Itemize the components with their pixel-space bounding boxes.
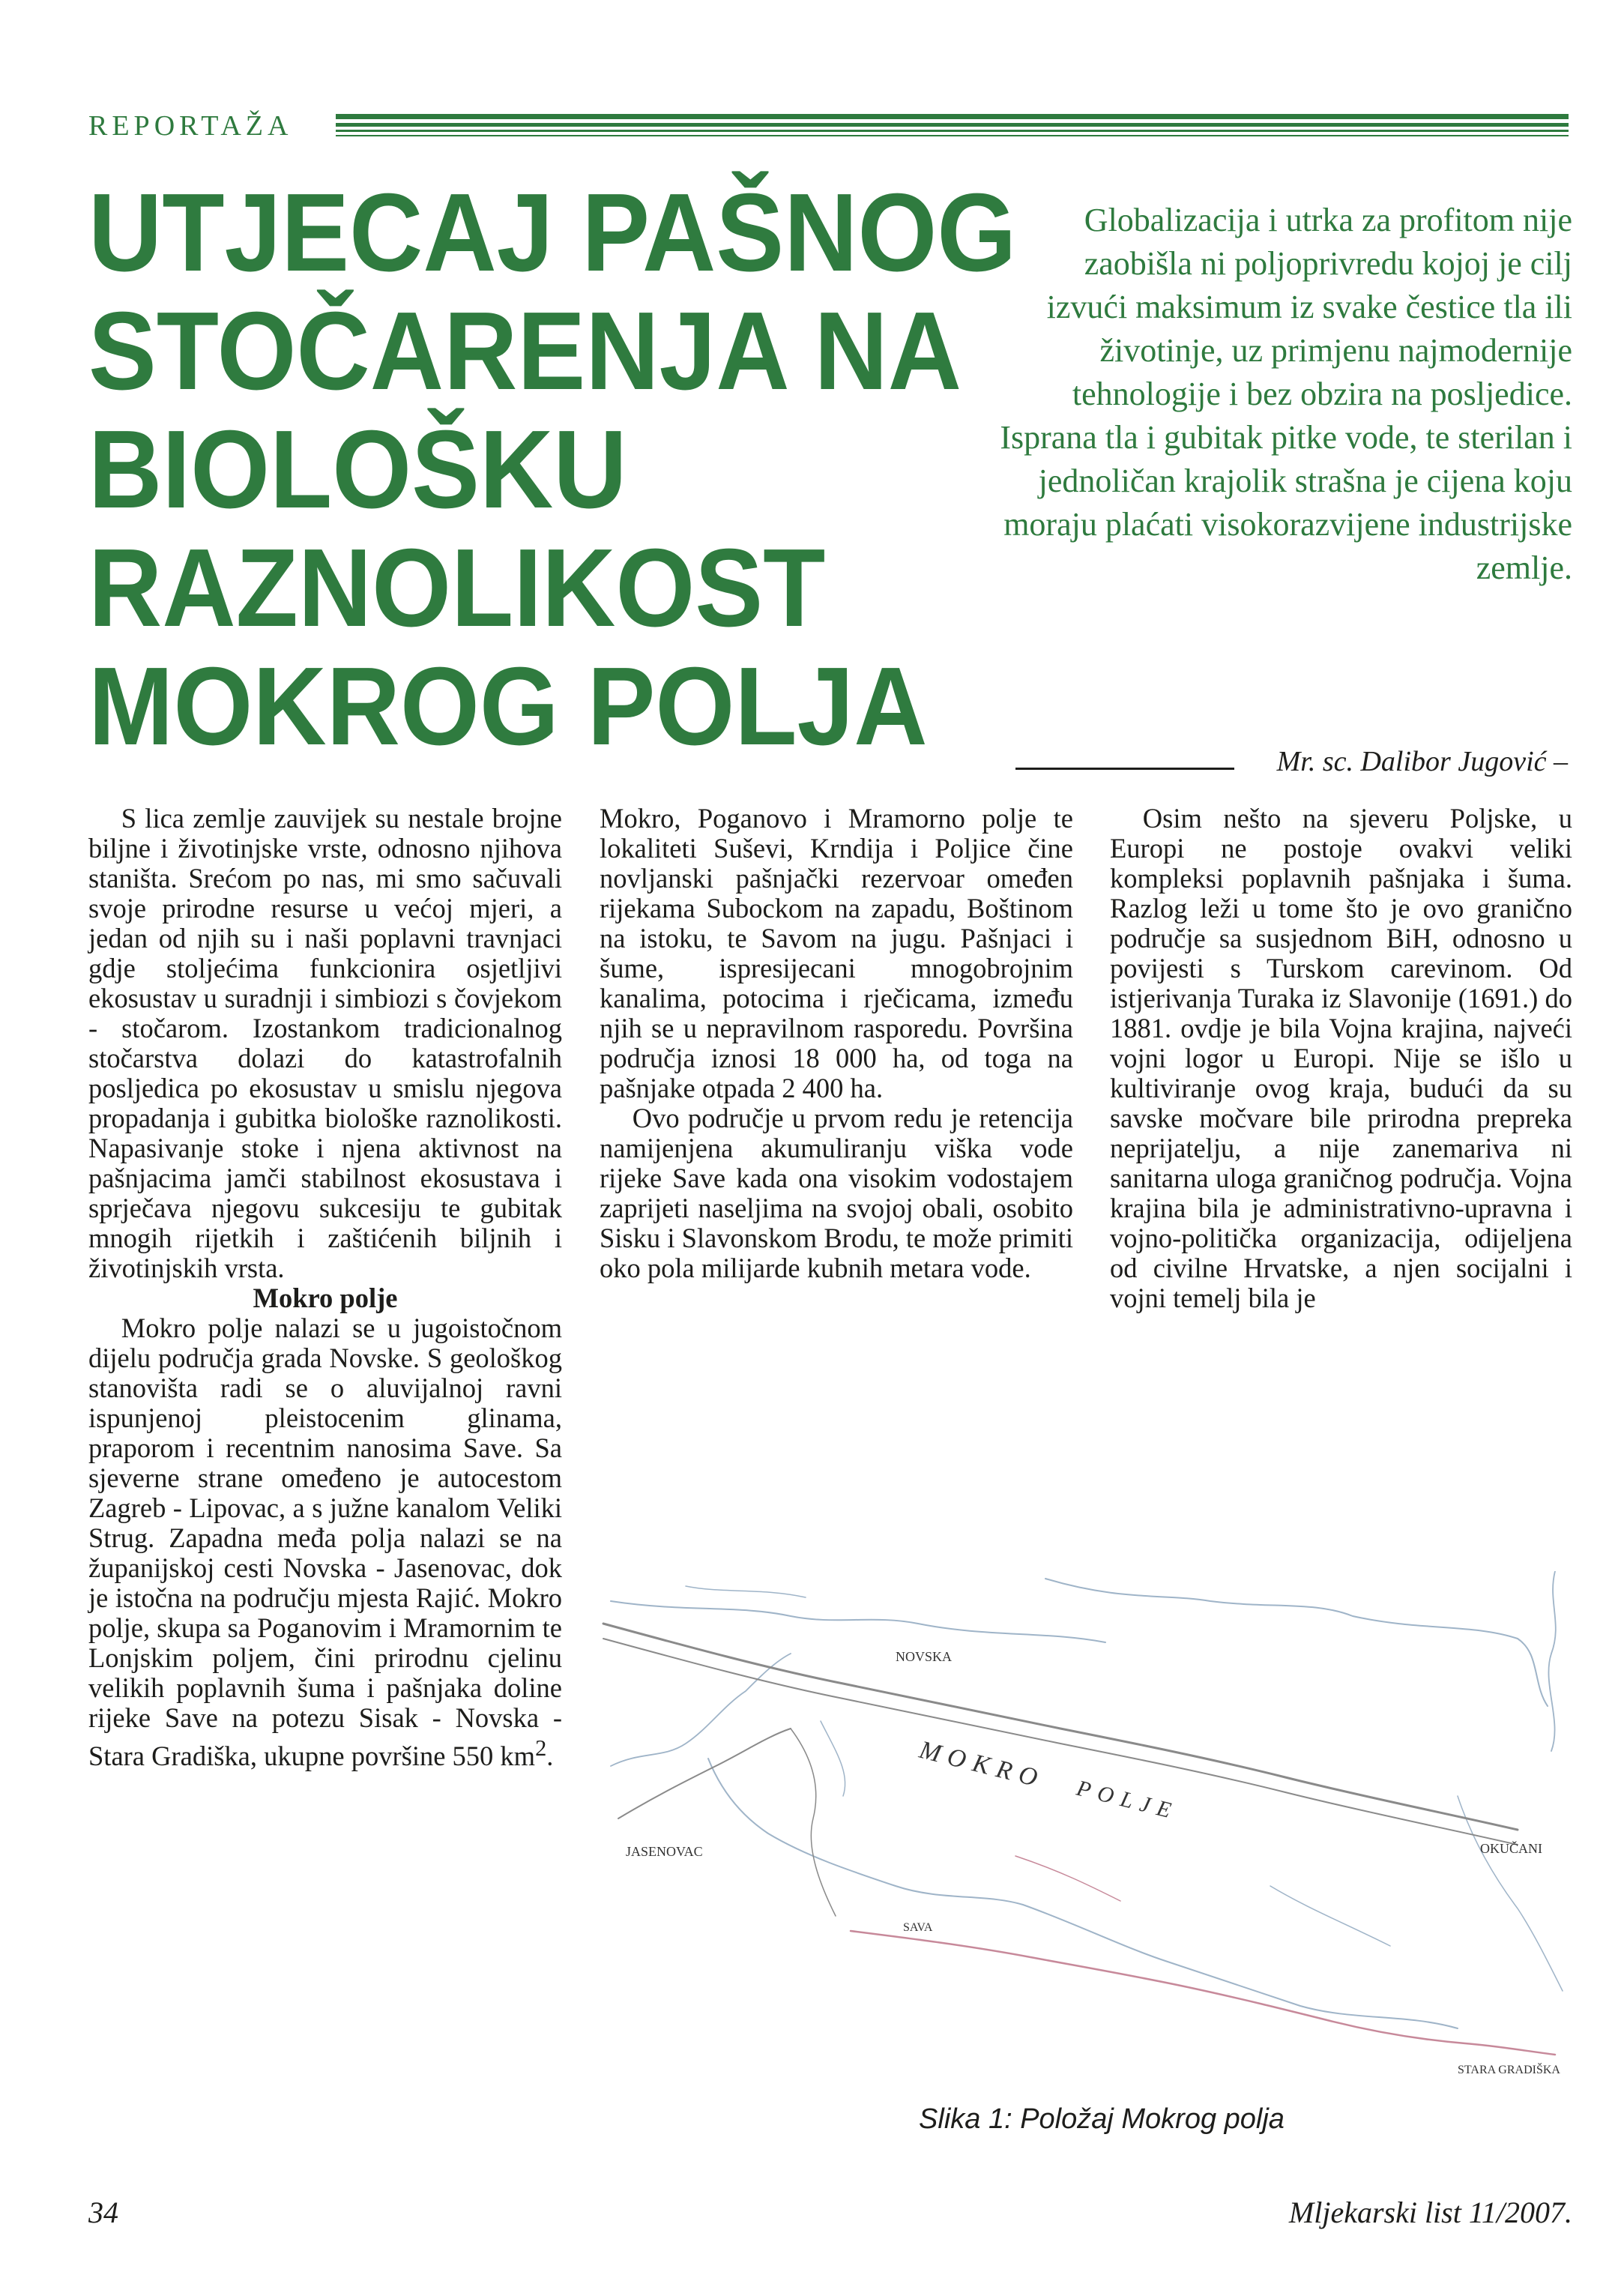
byline-rule	[1015, 768, 1234, 770]
author-name: Mr. sc. Dalibor Jugović	[1276, 746, 1547, 777]
river-line	[686, 1586, 806, 1597]
river-line	[611, 1601, 1105, 1642]
map-label-mokro: MOKRO	[917, 1735, 1048, 1795]
canal-line	[1015, 1856, 1120, 1901]
map-label-jasenovac: JASENOVAC	[626, 1844, 703, 1859]
road-line	[603, 1624, 1518, 1830]
road-line	[618, 1729, 791, 1819]
headline-line-5: MOKROG POLJA	[88, 645, 928, 768]
road-line	[791, 1729, 836, 1916]
map-label-stara-gradiska: STARA GRADIŠKA	[1458, 2064, 1560, 2076]
river-line	[821, 1721, 845, 1796]
author-byline: Mr. sc. Dalibor Jugović –	[1276, 746, 1568, 777]
paragraph: Ovo područje u prvom redu je retencija namijenjena akumuliranju viška vode rijeke Save kada ona visokim vodostajem zaprijeti naseljima na svojoj obali, osobito Sisku i Slavonskom Brodu, te može primiti oko pola milijarde kubnih metara vode.	[600, 1103, 1073, 1283]
figure-caption: Slika 1: Položaj Mokrog polja	[919, 2103, 1285, 2135]
river-line	[1548, 1571, 1555, 1751]
headline-line-3: BIOLOŠKU	[88, 408, 627, 531]
river-line	[1045, 1579, 1548, 1706]
headline-line-1: UTJECAJ PAŠNOG	[88, 171, 1017, 295]
map-label-okucani: OKUČANI	[1480, 1841, 1542, 1856]
journal-name: Mljekarski list 11/2007.	[1288, 2196, 1572, 2229]
article-headline	[88, 171, 1108, 768]
subheading-mokro-polje: Mokro polje	[253, 1283, 398, 1313]
paragraph: Osim nešto na sjeveru Poljske, u Europi ne postoje ovakvi veliki kompleksi poplavnih pašnjaka i šuma. Razlog leži u tome što je ovo granično područje sa susjednom BiH, odnosno u povijesti s Turskom carevinom. Od istjerivanja Turaka iz Slavonije (1691.) do 1881. ovdje je bila Vojna krajina, najveći vojni logor u Europi. Nije se išlo u kultiviranje ovog kraja, budući da su savske močvare bile prirodna prepreka neprijatelju, a nije zanemariva ni sanitarna uloga graničnog područja. Vojna krajina bila je administrativno-upravna i vojno-politička organizacija, odijeljena od civilne Hrvatske, a njen socijalni i vojni temelj bila je	[1110, 803, 1572, 1313]
paragraph: Mokro, Poganovo i Mramorno polje te lokaliteti Suševi, Krndija i Poljice čine novljanski pašnjački rezervoar omeđen rijekama Subockom na zapadu, Boštinom na istoku, te Savom na jugu. Pašnjaci i šume, ispresijecani mnogobrojnim kanalima, potocima i rječicama, između njih se u nepravilnom rasporedu. Površina područja iznosi 18 000 ha, od toga na pašnjake otpada 2 400 ha.	[600, 803, 1073, 1103]
paragraph-text: Mokro polje nalazi se u jugoistočnom dijelu područja grada Novske. S geološkog stanovišta radi se o aluvijalnoj ravni ispunjenoj pleistocenim glinama, praporom i recentnim nanosima Save. Sa sjeverne strane omeđeno je autocestom Zagreb - Lipovac, a s južne kanalom Veliki Strug. Zapadna međa polja nalazi se na županijskoj cesti Novska - Jasenovac, dok je istočna na području mjesta Rajić. Mokro polje, skupa sa Poganovim i Mramornim te Lonjskim poljem, čini prirodnu cjelinu velikih poplavnih šuma i pašnjaka doline rijeke Save na potezu Sisak - Novska - Stara Gradiška, ukupne površine 550 km	[88, 1313, 562, 1772]
map-label-polje: POLJE	[1074, 1775, 1181, 1825]
paragraph: S lica zemlje zauvijek su nestale brojne biljne i životinjske vrste, odnosno njihova staništa. Srećom po nas, mi smo sačuvali svoje prirodne resurse u većoj mjeri, a jedan od njih su i naši poplavni travnjaci gdje stoljećima funkcionira osjetljivi ekosustav u suradnji i simbiozi s čovjekom - stočarom. Izostankom tradicionalnog stočarstva dolazi do katastrofalnih posljedica po ekosustav u smislu njegova propadanja i gubitka biološke raznolikosti. Napasivanje stoke i njena aktivnost na pašnjacima jamči stabilnost ekosustava i sprječava njegovu sukcesiju te gubitak mnogih rijetkih i zaštićenih biljnih i životinjskih vrsta.	[88, 803, 562, 1283]
road-line	[603, 1639, 1518, 1845]
map-label-sava: SAVA	[903, 1921, 933, 1934]
headline-line-2: STOČARENJA NA	[88, 289, 962, 413]
paragraph-end: .	[546, 1741, 554, 1772]
headline-line-4: RAZNOLIKOST	[88, 526, 826, 650]
paragraph	[88, 1313, 562, 1771]
map-figure	[596, 1571, 1578, 2081]
river-line	[1270, 1886, 1390, 1946]
map-label-novska: NOVSKA	[896, 1649, 953, 1664]
section-label: REPORTAŽA	[88, 110, 293, 142]
superscript: 2	[535, 1735, 547, 1761]
article-lead: Globalizacija i utrka za profitom nije zaobišla ni poljoprivredu kojoj je cilj izvući maksimum iz svake čestice tla ili životinje, uz primjenu najmodernije tehnologije i bez obzira na posljedice. Isprana tla i gubitak pitke vode, te sterilan i jednoličan krajolik strašna je cijena koju moraju plaćati visokorazvijene industrijske zemlje.	[1000, 202, 1572, 586]
page-number: 34	[88, 2196, 118, 2229]
text-column-3	[1110, 804, 1572, 1313]
river-line	[1458, 1796, 1563, 1991]
canal-line	[851, 1931, 1555, 2055]
text-column-1	[88, 804, 562, 1771]
river-line	[611, 1654, 791, 1766]
section-rule	[336, 111, 1569, 142]
text-column-2	[600, 804, 1073, 1283]
